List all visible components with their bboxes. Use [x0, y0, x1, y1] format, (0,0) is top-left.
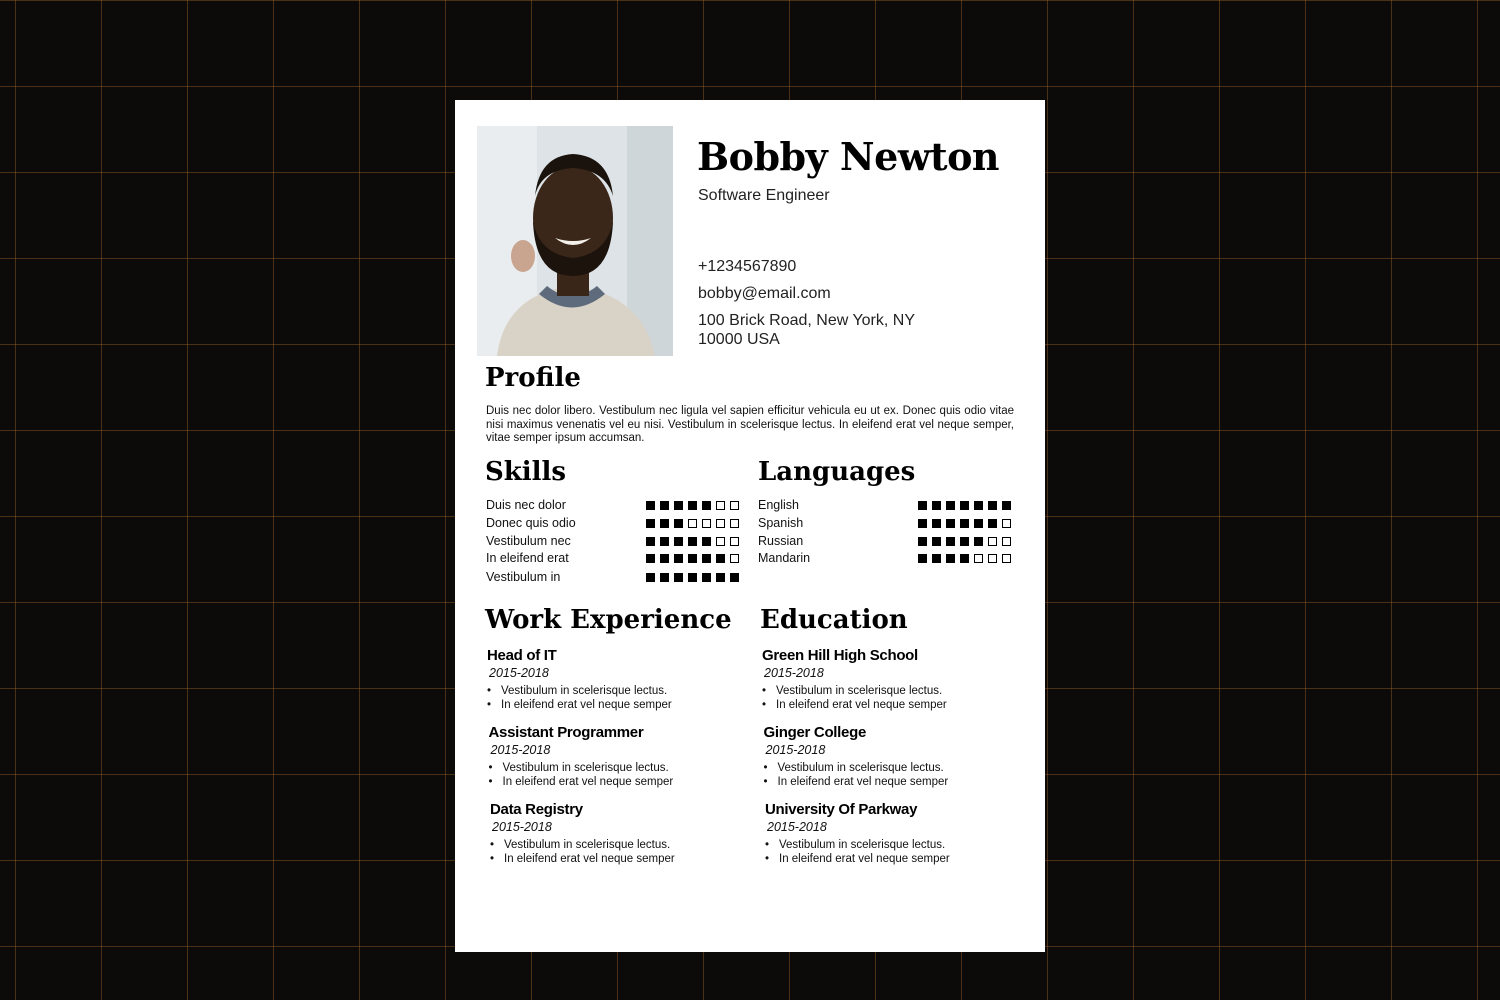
rating-empty-square	[730, 554, 739, 563]
rating-empty-square	[988, 554, 997, 563]
entry-years: 2015-2018	[764, 666, 824, 680]
entry-title: Data Registry	[490, 801, 583, 818]
entry-title: Green Hill High School	[762, 647, 918, 664]
entry-bullet: • In eleifend erat vel neque semper	[487, 698, 747, 712]
rating-filled-square	[960, 537, 969, 546]
entry-bullet: • Vestibulum in scelerisque lectus.	[489, 761, 748, 775]
rating-row	[486, 534, 739, 550]
rating-filled-square	[674, 573, 683, 582]
rating-meter	[646, 573, 739, 582]
entry-item	[764, 724, 1023, 789]
rating-filled-square	[918, 554, 927, 563]
rating-empty-square	[716, 501, 725, 510]
rating-filled-square	[702, 537, 711, 546]
rating-filled-square	[932, 554, 941, 563]
rating-empty-square	[730, 501, 739, 510]
entry-bullet: • In eleifend erat vel neque semper	[764, 775, 1023, 789]
rating-meter	[646, 554, 739, 563]
rating-filled-square	[702, 554, 711, 563]
entry-item	[487, 647, 747, 712]
rating-row	[486, 498, 739, 514]
languages-list	[758, 498, 1011, 568]
profile-photo	[477, 126, 673, 356]
rating-filled-square	[946, 537, 955, 546]
phone-number: +1234567890	[698, 258, 797, 275]
entry-bullets	[487, 684, 747, 712]
rating-filled-square	[674, 519, 683, 528]
resume-page	[455, 100, 1045, 952]
rating-filled-square	[1002, 501, 1011, 510]
entry-title: Assistant Programmer	[488, 724, 644, 741]
entry-bullet: • Vestibulum in scelerisque lectus.	[762, 684, 1022, 698]
rating-row	[758, 534, 1011, 550]
entry-bullet: • Vestibulum in scelerisque lectus.	[764, 761, 1023, 775]
entry-title: Ginger College	[763, 724, 866, 741]
rating-label: Duis nec dolor	[486, 498, 566, 512]
rating-empty-square	[702, 519, 711, 528]
rating-filled-square	[960, 519, 969, 528]
rating-meter	[918, 519, 1011, 528]
rating-label: Vestibulum nec	[486, 534, 571, 548]
entry-years: 2015-2018	[492, 820, 552, 834]
rating-empty-square	[1002, 537, 1011, 546]
rating-filled-square	[674, 537, 683, 546]
rating-filled-square	[988, 501, 997, 510]
work-experience-list	[487, 647, 747, 866]
rating-filled-square	[946, 501, 955, 510]
entry-years: 2015-2018	[489, 666, 549, 680]
entry-bullets	[762, 684, 1022, 712]
rating-filled-square	[688, 573, 697, 582]
entry-bullets	[489, 761, 748, 789]
rating-filled-square	[974, 537, 983, 546]
work-experience-heading: Work Experience	[485, 605, 732, 635]
rating-filled-square	[960, 501, 969, 510]
rating-filled-square	[646, 573, 655, 582]
rating-filled-square	[660, 554, 669, 563]
rating-filled-square	[688, 537, 697, 546]
candidate-name: Bobby Newton	[697, 134, 1000, 179]
entry-title: Head of IT	[487, 647, 557, 664]
rating-empty-square	[1002, 554, 1011, 563]
rating-label: In eleifend erat	[486, 551, 569, 565]
entry-bullet: • Vestibulum in scelerisque lectus.	[765, 838, 1022, 852]
rating-filled-square	[946, 519, 955, 528]
rating-filled-square	[660, 537, 669, 546]
entry-item	[490, 801, 747, 866]
rating-meter	[646, 537, 739, 546]
rating-filled-square	[660, 573, 669, 582]
rating-filled-square	[702, 501, 711, 510]
rating-filled-square	[988, 519, 997, 528]
rating-label: Russian	[758, 534, 804, 548]
languages-heading: Languages	[758, 457, 916, 487]
rating-empty-square	[716, 519, 725, 528]
rating-label: Spanish	[758, 516, 804, 530]
rating-filled-square	[932, 501, 941, 510]
rating-filled-square	[974, 519, 983, 528]
entry-bullets	[764, 761, 1023, 789]
rating-filled-square	[932, 519, 941, 528]
entry-bullet: • Vestibulum in scelerisque lectus.	[487, 684, 747, 698]
entry-years: 2015-2018	[767, 820, 827, 834]
rating-filled-square	[674, 554, 683, 563]
rating-row	[486, 551, 739, 567]
rating-meter	[646, 519, 739, 528]
rating-filled-square	[646, 519, 655, 528]
entry-bullet: • In eleifend erat vel neque semper	[765, 852, 1022, 866]
rating-meter	[918, 554, 1011, 563]
rating-filled-square	[932, 537, 941, 546]
job-title: Software Engineer	[698, 187, 830, 204]
rating-meter	[646, 501, 739, 510]
entry-bullet: • In eleifend erat vel neque semper	[762, 698, 1022, 712]
rating-filled-square	[660, 501, 669, 510]
rating-row	[758, 498, 1011, 514]
entry-title: University Of Parkway	[765, 801, 918, 818]
entry-bullets	[490, 838, 747, 866]
rating-filled-square	[918, 537, 927, 546]
rating-filled-square	[730, 573, 739, 582]
rating-filled-square	[646, 554, 655, 563]
rating-filled-square	[702, 573, 711, 582]
rating-filled-square	[918, 519, 927, 528]
profile-heading: Profile	[485, 363, 581, 393]
rating-row	[758, 516, 1011, 532]
rating-empty-square	[730, 537, 739, 546]
rating-label: Vestibulum in	[486, 570, 561, 584]
rating-filled-square	[960, 554, 969, 563]
rating-empty-square	[688, 519, 697, 528]
rating-empty-square	[988, 537, 997, 546]
email-address: bobby@email.com	[698, 285, 831, 302]
entry-bullet: • In eleifend erat vel neque semper	[489, 775, 748, 789]
rating-row	[758, 551, 1011, 567]
education-list	[762, 647, 1022, 866]
rating-row	[486, 570, 739, 586]
rating-filled-square	[716, 573, 725, 582]
entry-bullet: • In eleifend erat vel neque semper	[490, 852, 747, 866]
rating-label: English	[758, 498, 799, 512]
entry-years: 2015-2018	[765, 743, 826, 757]
postal-address: 100 Brick Road, New York, NY 10000 USA	[698, 312, 915, 348]
rating-filled-square	[688, 554, 697, 563]
rating-meter	[918, 501, 1011, 510]
rating-filled-square	[716, 554, 725, 563]
rating-filled-square	[946, 554, 955, 563]
rating-label: Donec quis odio	[486, 516, 576, 530]
rating-label: Mandarin	[758, 551, 811, 565]
profile-text: Duis nec dolor libero. Vestibulum nec ligula vel sapien efficitur vehicula eu ut ex. Donec quis odio vitae nisi maximus venenatis vel eu nisi. Vestibulum in scelerisque lectus. In eleifend erat vel neque semper, vitae semper ipsum accumsan.	[486, 405, 1014, 444]
entry-item	[765, 801, 1022, 866]
rating-filled-square	[660, 519, 669, 528]
rating-filled-square	[974, 501, 983, 510]
rating-empty-square	[974, 554, 983, 563]
rating-filled-square	[688, 501, 697, 510]
rating-row	[486, 516, 739, 532]
rating-filled-square	[646, 537, 655, 546]
entry-bullets	[765, 838, 1022, 866]
skills-heading: Skills	[485, 457, 567, 487]
rating-filled-square	[918, 501, 927, 510]
rating-empty-square	[716, 537, 725, 546]
rating-empty-square	[730, 519, 739, 528]
entry-years: 2015-2018	[490, 743, 551, 757]
person-photo-illustration	[477, 126, 673, 356]
entry-item	[489, 724, 748, 789]
entry-bullet: • Vestibulum in scelerisque lectus.	[490, 838, 747, 852]
rating-filled-square	[646, 501, 655, 510]
rating-empty-square	[1002, 519, 1011, 528]
rating-meter	[918, 537, 1011, 546]
education-heading: Education	[760, 605, 908, 635]
rating-filled-square	[674, 501, 683, 510]
skills-list	[486, 498, 739, 588]
entry-item	[762, 647, 1022, 712]
